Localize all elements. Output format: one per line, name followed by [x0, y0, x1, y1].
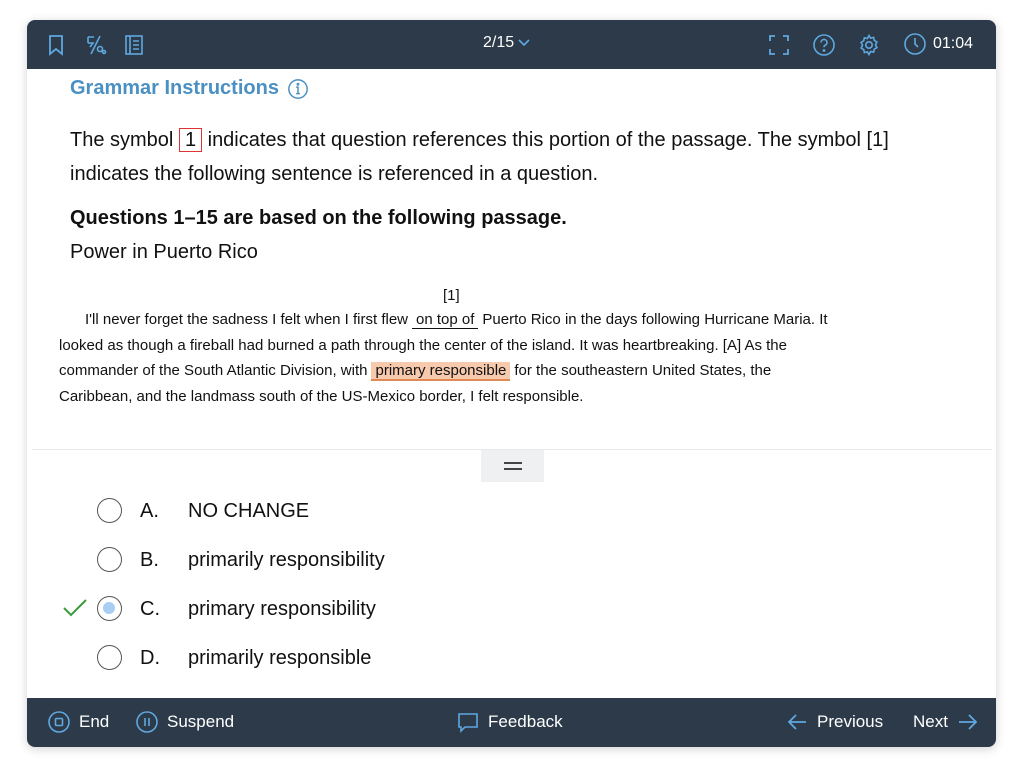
pause-icon [135, 710, 159, 734]
passage-heading: Questions 1–15 are based on the following passage. [70, 207, 567, 229]
info-icon [287, 78, 309, 100]
choice-letter: A. [140, 500, 159, 522]
answer-choice-d[interactable] [27, 641, 627, 681]
drag-handle-icon [503, 460, 523, 472]
bottom-toolbar [27, 698, 996, 747]
choice-text: primary responsibility [188, 598, 376, 620]
answer-choice-c[interactable] [27, 592, 627, 632]
radio-button[interactable] [97, 547, 122, 572]
timer-text: 01:04 [933, 35, 974, 52]
end-button[interactable]: End [47, 710, 109, 734]
radio-button-selected[interactable] [97, 596, 122, 621]
arrow-right-icon [956, 710, 980, 734]
pager-text: 2/15 [483, 34, 515, 51]
choice-text: NO CHANGE [188, 500, 310, 522]
suspend-button[interactable]: Suspend [135, 710, 234, 734]
reference-sheet-icon[interactable] [121, 32, 147, 58]
passage-part-2: Puerto Rico in the days following Hurricane Maria. It looked as though a fireball had burned a path through the center of the island. It was heartbreaking. [A] As the commander of the South Atlantic Division, with [59, 311, 828, 379]
choice-text: primarily responsibility [188, 549, 385, 571]
instructions-text: The symbol 1 indicates that question references this portion of the passage. The symbol [1] indicates the following sentence is referenced in a question. [70, 129, 889, 185]
question-pager[interactable] [483, 34, 531, 52]
instructions-title[interactable]: Grammar Instructions [70, 77, 309, 100]
top-toolbar [27, 20, 996, 69]
radio-button[interactable] [97, 645, 122, 670]
stop-icon [47, 710, 71, 734]
highlighted-phrase[interactable]: primary responsible [371, 362, 510, 381]
answer-choice-a[interactable] [27, 494, 627, 534]
fullscreen-icon[interactable] [766, 32, 792, 58]
choice-letter: C. [140, 598, 160, 620]
feedback-button[interactable]: Feedback [456, 710, 563, 734]
choice-letter: D. [140, 647, 160, 669]
checkmark-icon [61, 596, 89, 620]
previous-button[interactable]: Previous [785, 710, 883, 734]
bookmark-icon[interactable] [43, 32, 69, 58]
settings-gear-icon[interactable] [856, 32, 882, 58]
reference-box-symbol: 1 [179, 128, 202, 152]
help-icon[interactable] [811, 32, 837, 58]
comment-icon [456, 710, 480, 734]
choice-letter: B. [140, 549, 159, 571]
passage-text [59, 307, 829, 409]
underlined-phrase[interactable]: on top of [412, 311, 478, 329]
resize-handle[interactable] [481, 450, 544, 482]
radio-button[interactable] [97, 498, 122, 523]
passage-title: Power in Puerto Rico [70, 241, 258, 263]
calculator-icon[interactable] [82, 32, 108, 58]
arrow-left-icon [785, 710, 809, 734]
choice-text: primarily responsible [188, 647, 372, 669]
exam-window [27, 20, 996, 747]
next-button[interactable]: Next [913, 710, 980, 734]
passage-part-1: I'll never forget the sadness I felt when I first flew [85, 311, 409, 328]
sentence-reference-marker: [1] [443, 287, 460, 304]
answer-choice-b[interactable] [27, 543, 627, 583]
clock-icon [903, 32, 927, 56]
question-content [27, 69, 996, 698]
passage-part-3: for the southeastern United States, the Caribbean, and the landmass south of the US-Mexico border, I felt responsible. [59, 362, 772, 405]
chevron-down-icon [517, 36, 531, 50]
timer[interactable] [903, 32, 973, 56]
